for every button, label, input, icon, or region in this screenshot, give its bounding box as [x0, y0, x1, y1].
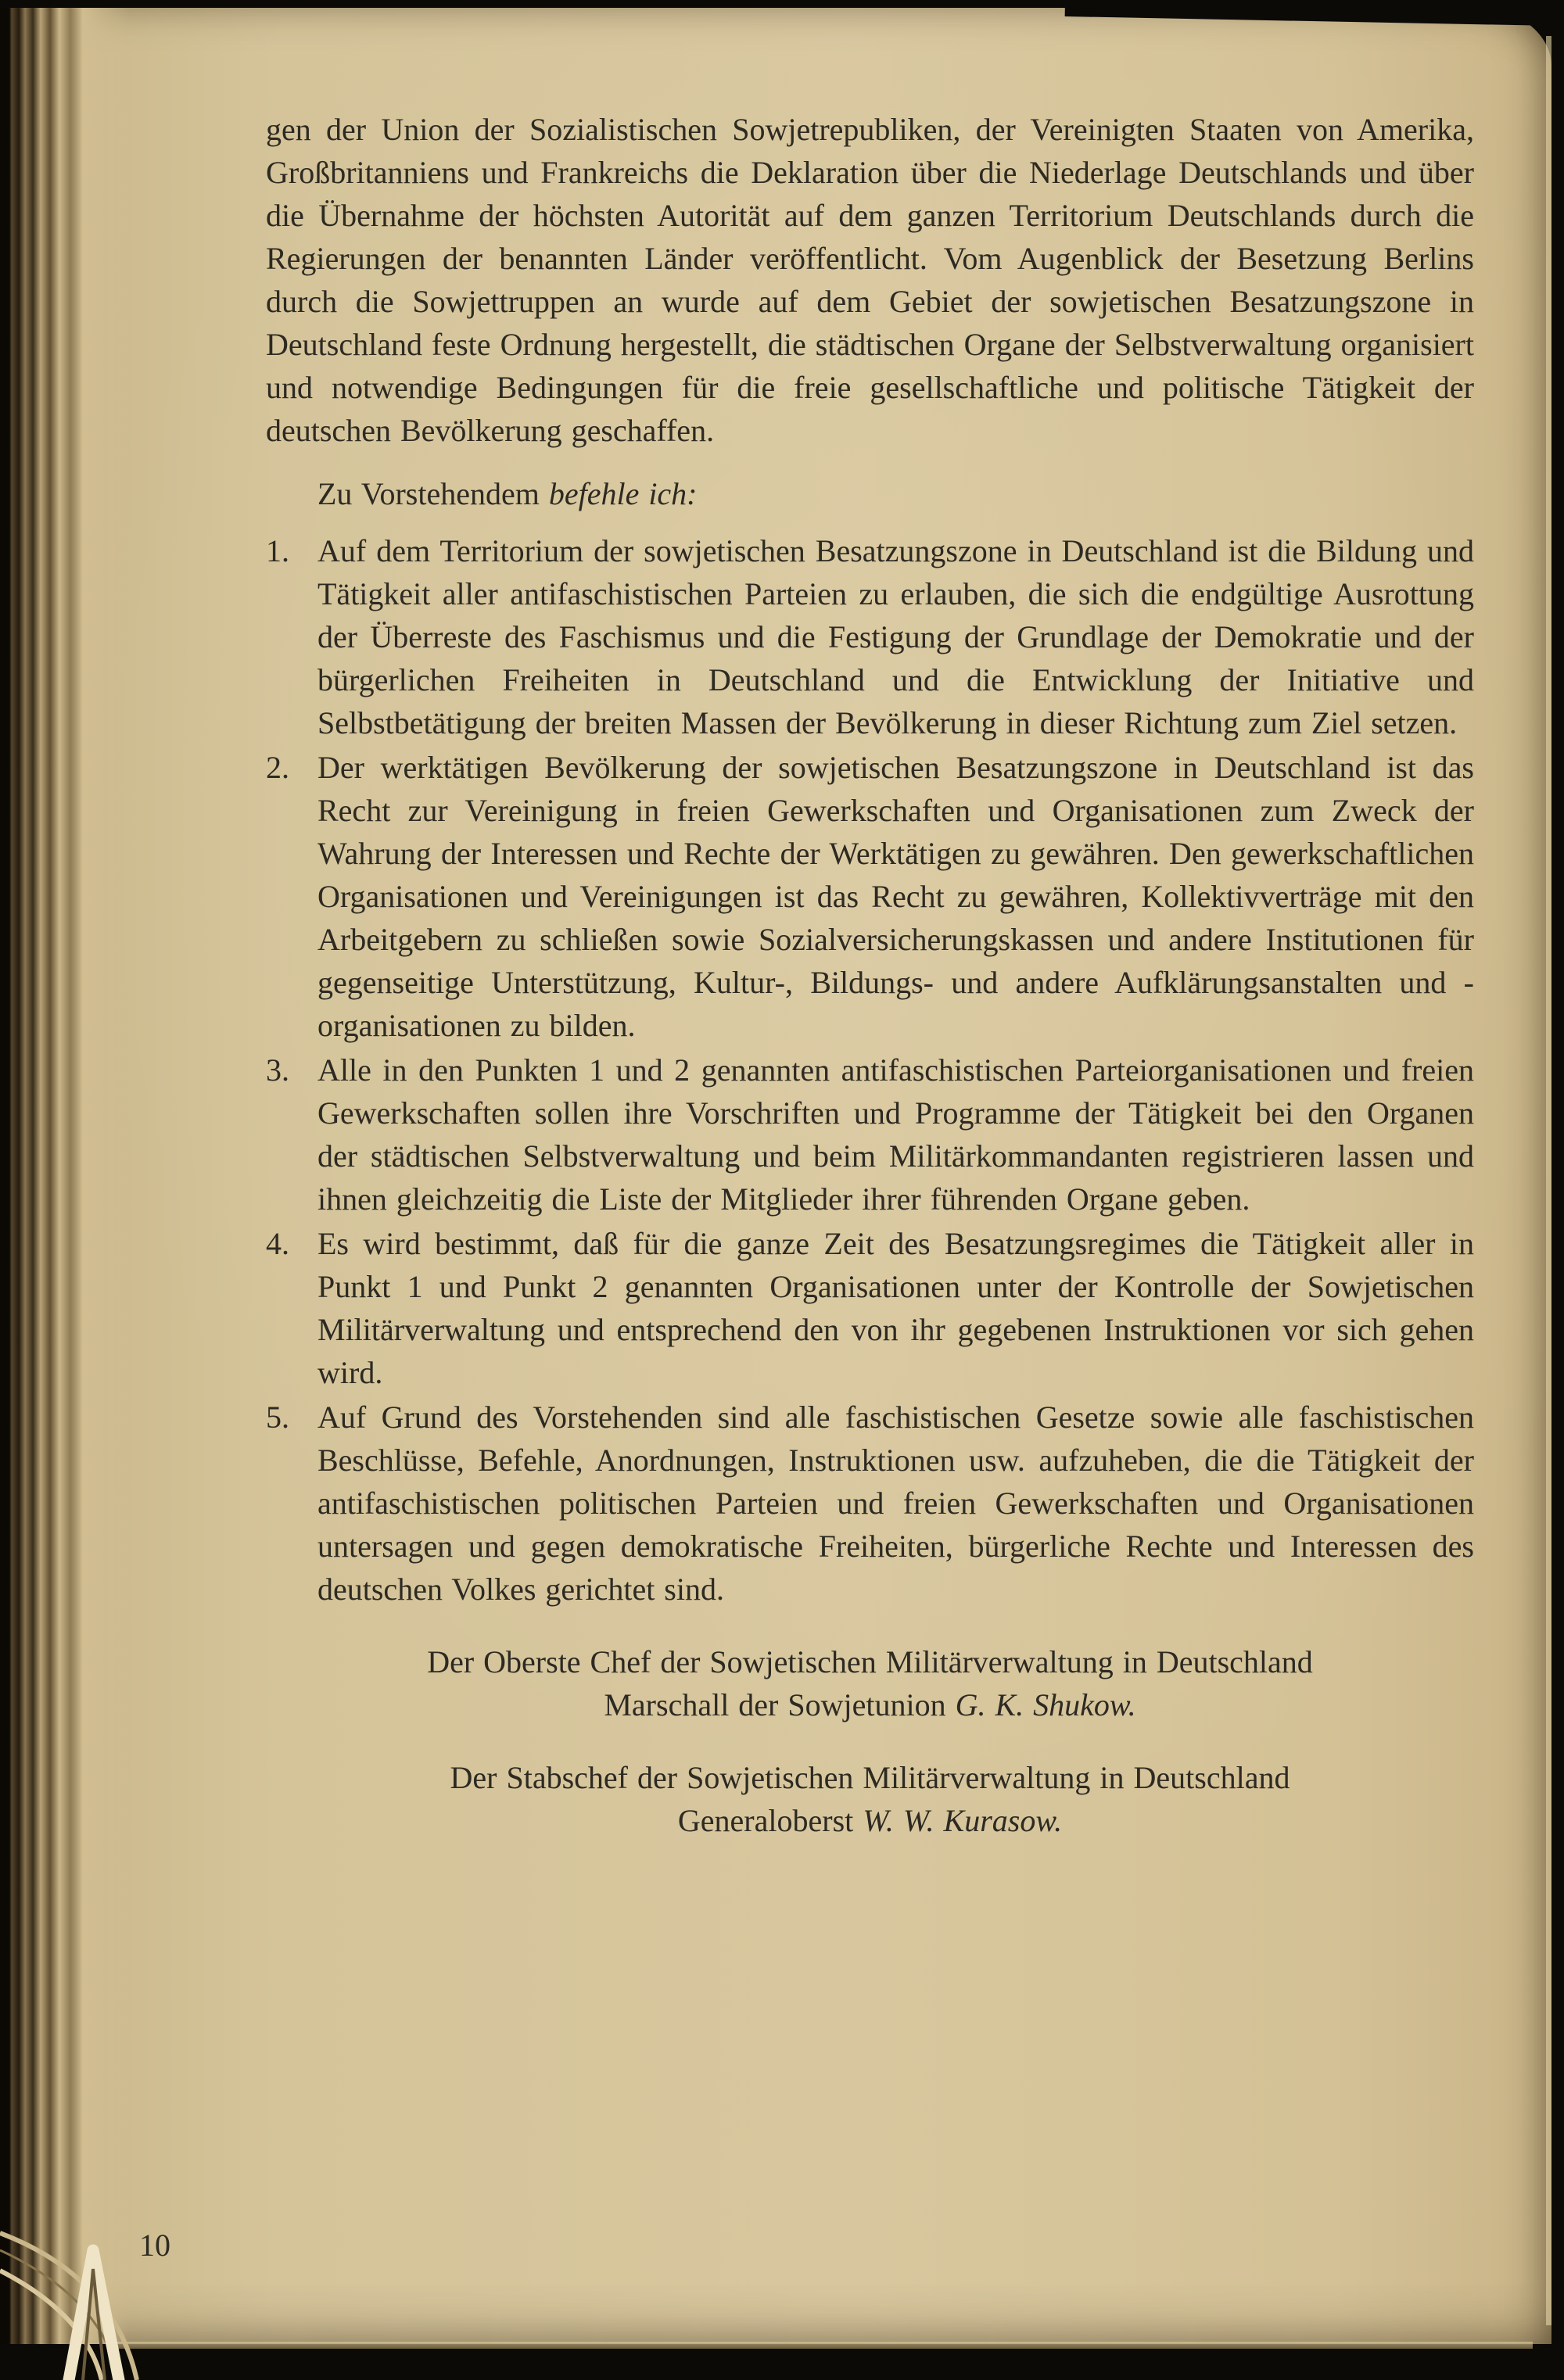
- list-item: [266, 1048, 1474, 1220]
- signature-name-line: [266, 1683, 1474, 1726]
- item-text: Es wird bestimmt, daß für die ganze Zeit des Besatzungsregimes die Tätigkeit aller in Punkt 1 und Punkt 2 genannten Organisationen unter der Kontrolle der Sowjetischen Militärverwaltung und entsprechend den von ihr gegebenen Instruktionen vor sich gehen wird.: [317, 1226, 1474, 1390]
- signature-name: W. W. Kurasow.: [863, 1803, 1063, 1838]
- item-text: Der werktätigen Bevölkerung der sowjetischen Besatzungszone in Deutschland ist das Recht zur Vereinigung in freien Gewerkschaften und Organisationen zum Zweck der Wahrung der Interessen und Rechte der Werktätigen zu gewähren. Den gewerkschaftlichen Organisationen und Vereinigungen ist das Recht zu gewähren, Kollektivverträge mit den Arbeitgebern zu schließen sowie Sozialversicherungskassen und andere Institutionen für gegenseitige Unterstützung, Kultur-, Bildungs- und andere Aufklärungsanstalten und -organisationen zu bilden.: [317, 750, 1474, 1043]
- item-number: 3.: [266, 1052, 289, 1088]
- book-binding-edges: [0, 8, 129, 2344]
- list-item: [266, 1222, 1474, 1394]
- item-number: 5.: [266, 1400, 289, 1435]
- item-number: 4.: [266, 1226, 289, 1261]
- signature-role: Der Oberste Chef der Sowjetischen Militärverwaltung in Deutschland: [427, 1644, 1313, 1679]
- signature-block-staff-chief: [266, 1756, 1474, 1842]
- command-emphasis: befehle ich:: [548, 476, 698, 511]
- item-text: Alle in den Punkten 1 und 2 genannten antifaschistischen Parteiorganisationen und freien Gewerkschaften sollen ihre Vorschriften und Programme der Tätigkeit bei den Organen der städtischen Selbstverwaltung und beim Militärkommandanten registrieren lassen und ihnen gleichzeitig die Liste der Mitglieder ihrer führenden Organe geben.: [317, 1052, 1474, 1217]
- page-text-block: [266, 108, 1474, 1842]
- page-number: 10: [139, 2228, 170, 2263]
- item-number: 1.: [266, 533, 289, 568]
- item-text: Auf dem Territorium der sowjetischen Besatzungszone in Deutschland ist die Bildung und Tätigkeit aller antifaschistischen Parteien zu erlauben, die sich die endgültige Ausrottung der Überreste des Faschismus und die Festigung der Grundlage der Demokratie und der bürgerlichen Freiheiten in Deutschland und die Entwicklung der Initiative und Selbstbetätigung der breiten Massen der Bevölkerung in dieser Richtung zum Ziel setzen.: [317, 533, 1474, 740]
- list-item: [266, 529, 1474, 744]
- ordered-list: [266, 529, 1474, 1611]
- list-item: [266, 1396, 1474, 1611]
- signature-rank: Marschall der Sowjetunion: [604, 1687, 956, 1722]
- signature-name: G. K. Shukow.: [955, 1687, 1136, 1722]
- item-text: Auf Grund des Vorstehenden sind alle faschistischen Gesetze sowie alle faschistischen Beschlüsse, Befehle, Anordnungen, Instruktionen usw. aufzuheben, die die Tätigkeit der antifaschistischen politischen Parteien und freien Gewerkschaften und Organisationen untersagen und gegen demokratische Freiheiten, bürgerliche Rechte und Interessen des deutschen Volkes gerichtet sind.: [317, 1400, 1474, 1607]
- signature-role: Der Stabschef der Sowjetischen Militärverwaltung in Deutschland: [450, 1760, 1290, 1795]
- bottom-left-decor: [0, 2145, 328, 2380]
- signature-block-chief: [266, 1640, 1474, 1726]
- command-lead: Zu Vorstehendem: [317, 476, 549, 511]
- item-number: 2.: [266, 750, 289, 785]
- page-edge-highlight: [1546, 36, 1551, 2325]
- book-page-scan: [0, 8, 1551, 2344]
- paragraph-intro: gen der Union der Sozialistischen Sowjetrepubliken, der Vereinigten Staaten von Amerika, Großbritanniens und Frankreichs die Deklaration über die Niederlage Deutschlands und über die Übernahme der höchsten Autorität auf dem ganzen Territorium Deutschlands durch die Regierungen der benannten Länder veröffentlicht. Vom Augenblick der Besetzung Berlins durch die Sowjettruppen an wurde auf dem Gebiet der sowjetischen Besatzungszone in Deutschland feste Ordnung hergestellt, die städtischen Organe der Selbstverwaltung organisiert und notwendige Bedingungen für die freie gesellschaftliche und politische Tätigkeit der deutschen Bevölkerung geschaffen.: [266, 112, 1474, 448]
- signature-rank: Generaloberst: [677, 1803, 863, 1838]
- command-line: [317, 472, 1474, 515]
- list-item: [266, 746, 1474, 1047]
- signature-name-line: [266, 1799, 1474, 1842]
